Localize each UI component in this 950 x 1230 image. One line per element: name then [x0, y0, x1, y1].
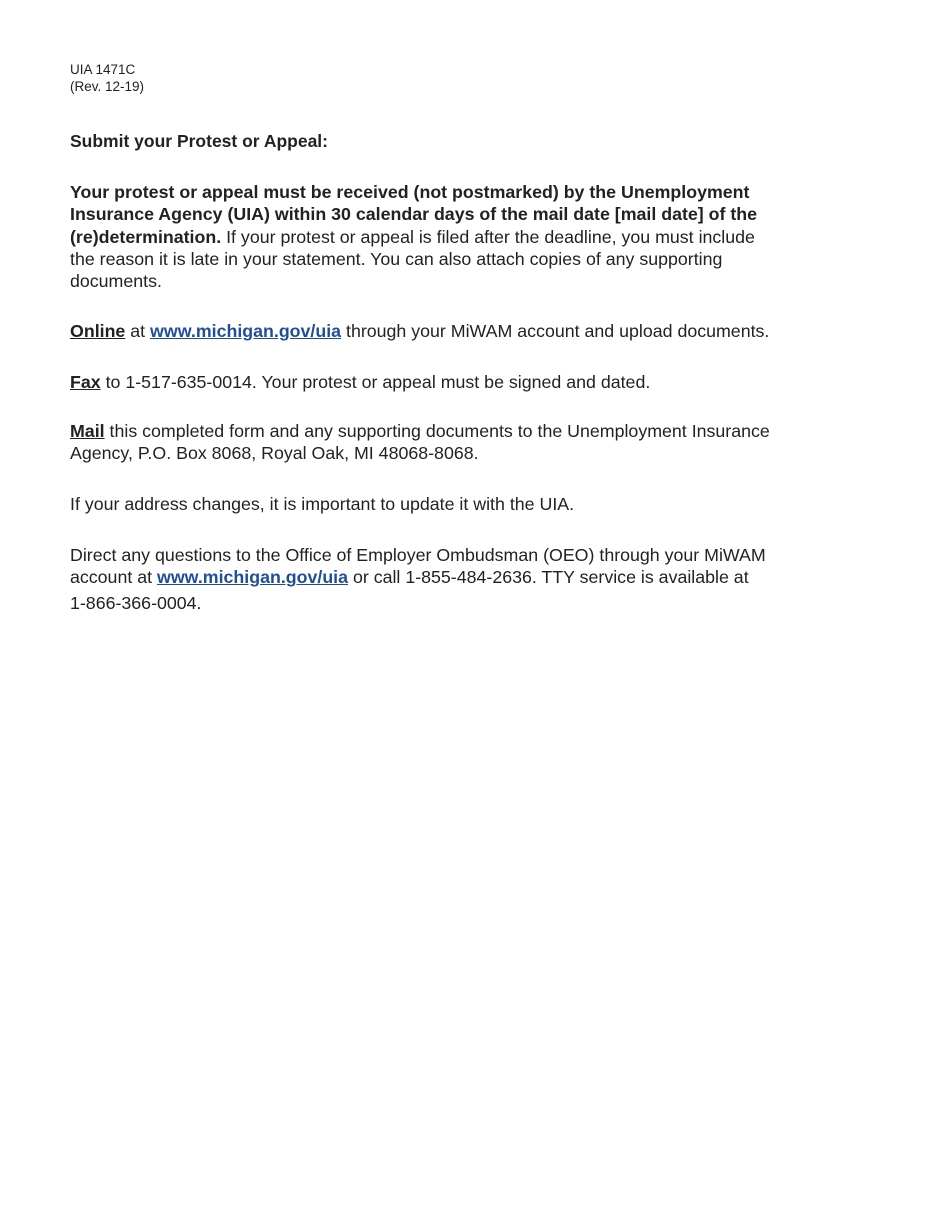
- address-change-text: If your address changes, it is important to update it with the UIA.: [70, 494, 575, 514]
- mail-line-2: Agency, P.O. Box 8068, Royal Oak, MI 48068-8068.: [70, 443, 479, 464]
- online-label: Online: [70, 321, 126, 341]
- form-number: UIA 1471C: [70, 62, 136, 77]
- michigan-uia-link[interactable]: www.michigan.gov/uia: [150, 321, 342, 341]
- michigan-uia-link-2[interactable]: www.michigan.gov/uia: [157, 567, 349, 588]
- fax-label: Fax: [70, 372, 101, 392]
- deadline-line-3: [70, 226, 830, 248]
- questions-pre-link: account at: [70, 567, 157, 588]
- mail-line-1: [70, 420, 830, 442]
- deadline-line-5: documents.: [70, 271, 162, 292]
- deadline-line-2: Insurance Agency (UIA) within 30 calendar days of the mail date [mail date] of the: [70, 204, 758, 225]
- online-line: [70, 320, 830, 342]
- questions-post-link: or call 1-855-484-2636. TTY service is available at: [348, 567, 749, 588]
- fax-paragraph: [70, 371, 830, 393]
- form-revision: (Rev. 12-19): [70, 79, 145, 94]
- mail-label: Mail: [70, 421, 105, 441]
- online-post-link: through your MiWAM account and upload documents.: [341, 321, 770, 341]
- deadline-line-3-rest: If your protest or appeal is filed after the deadline, you must include: [221, 226, 755, 247]
- mail-paragraph: [70, 420, 830, 465]
- section-heading: Submit your Protest or Appeal:: [70, 131, 328, 151]
- questions-paragraph: [70, 544, 830, 614]
- mail-text: this completed form and any supporting documents to the Unemployment Insurance: [104, 421, 770, 441]
- deadline-line-1: Your protest or appeal must be received (not postmarked) by the Unemployment: [70, 182, 750, 202]
- deadline-paragraph: [70, 181, 830, 292]
- redetermination-text: (re)determination.: [70, 226, 222, 247]
- questions-line-2: [70, 566, 830, 588]
- questions-line-3: 1-866-366-0004.: [70, 592, 202, 613]
- fax-text: to 1-517-635-0014. Your protest or appeal must be signed and dated.: [100, 372, 651, 392]
- address-change-paragraph: [70, 493, 830, 515]
- form-identifier: [70, 61, 144, 95]
- online-pre-link: at: [125, 321, 151, 341]
- questions-line-1: Direct any questions to the Office of Employer Ombudsman (OEO) through your MiWAM: [70, 545, 766, 565]
- online-paragraph: [70, 320, 830, 342]
- deadline-line-4: the reason it is late in your statement. You can also attach copies of any supporting: [70, 248, 723, 269]
- fax-line: [70, 371, 830, 393]
